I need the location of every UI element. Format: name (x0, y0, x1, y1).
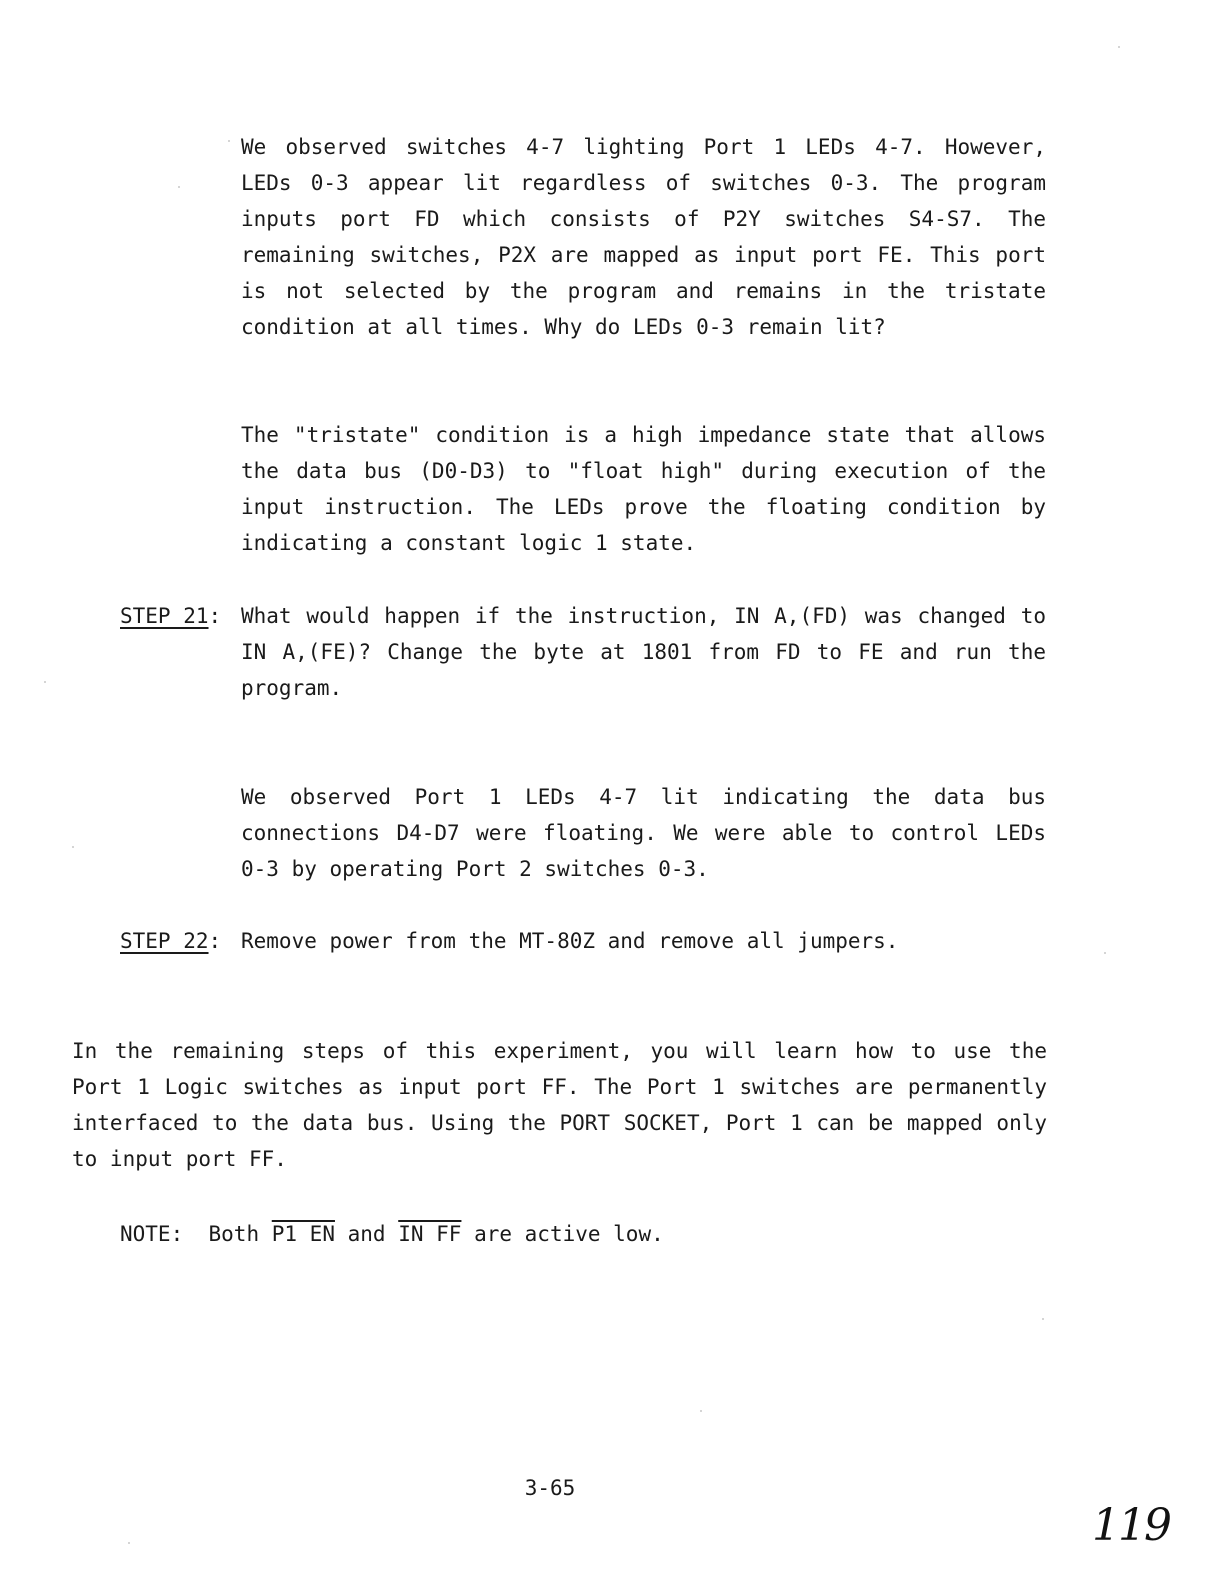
page-number: 3-65 (524, 1476, 576, 1500)
step-label-text: STEP 22 (120, 929, 209, 953)
text-line: inputs port FD which consists of P2Y switches S4-S7. The (241, 207, 1046, 231)
paragraph-remaining-steps (72, 1033, 1047, 1177)
text-line: IN A,(FE)? Change the byte at 1801 from FD to FE and run the (241, 640, 1046, 664)
paragraph-observation-switches (241, 129, 1046, 345)
text-line: We observed switches 4-7 lighting Port 1 LEDs 4-7. However, (241, 135, 1046, 159)
signal-p1-en: P1 EN (271, 1222, 335, 1246)
handwritten-page-mark: 119 (1092, 1500, 1170, 1551)
text-line: LEDs 0-3 appear lit regardless of switches 0-3. The program (241, 171, 1046, 195)
scan-speck (1042, 1318, 1044, 1320)
step-22-label (120, 923, 221, 959)
step-label-colon: : (208, 604, 222, 628)
text-line: the data bus (D0-D3) to "float high" during execution of the (241, 459, 1046, 483)
step-label-colon: : (208, 929, 222, 953)
text-line: to input port FF. (72, 1147, 287, 1171)
note-text-pre: Both (208, 1222, 260, 1246)
text-line: interfaced to the data bus. Using the PORT SOCKET, Port 1 can be mapped only (72, 1111, 1047, 1135)
scan-speck (44, 681, 46, 683)
note-label: NOTE: (120, 1222, 184, 1246)
text-line: indicating a constant logic 1 state. (241, 531, 697, 555)
text-line: 0-3 by operating Port 2 switches 0-3. (241, 857, 709, 881)
step-22-text (241, 923, 1046, 959)
step-21-label (120, 598, 221, 634)
scan-speck (1118, 46, 1120, 48)
text-line: input instruction. The LEDs prove the floating condition by (241, 495, 1046, 519)
text-line: Remove power from the MT-80Z and remove all jumpers. (241, 929, 899, 953)
text-line: condition at all times. Why do LEDs 0-3 remain lit? (241, 315, 886, 339)
scan-speck (228, 140, 230, 142)
text-line: Port 1 Logic switches as input port FF. The Port 1 switches are permanently (72, 1075, 1047, 1099)
scan-speck (72, 846, 74, 848)
text-line: The "tristate" condition is a high impedance state that allows (241, 423, 1046, 447)
step-label-text: STEP 21 (120, 604, 209, 628)
note-text-mid: and (347, 1222, 386, 1246)
scan-speck (178, 186, 180, 188)
note-text-post: are active low. (474, 1222, 664, 1246)
scan-speck (700, 1410, 702, 1412)
text-line: connections D4-D7 were floating. We were able to control LEDs (241, 821, 1046, 845)
paragraph-observation-port1 (241, 779, 1046, 887)
text-line: What would happen if the instruction, IN A,(FD) was changed to (241, 604, 1046, 628)
step-21-text (241, 598, 1046, 706)
signal-in-ff: IN FF (398, 1222, 462, 1246)
text-line: program. (241, 676, 343, 700)
scan-speck (1104, 952, 1106, 954)
scan-speck (128, 1542, 130, 1544)
text-line: is not selected by the program and remains in the tristate (241, 279, 1046, 303)
paragraph-tristate-explanation (241, 417, 1046, 561)
text-line: remaining switches, P2X are mapped as input port FE. This port (241, 243, 1046, 267)
text-line: In the remaining steps of this experiment, you will learn how to use the (72, 1039, 1047, 1063)
text-line: We observed Port 1 LEDs 4-7 lit indicating the data bus (241, 785, 1046, 809)
note (120, 1216, 664, 1252)
